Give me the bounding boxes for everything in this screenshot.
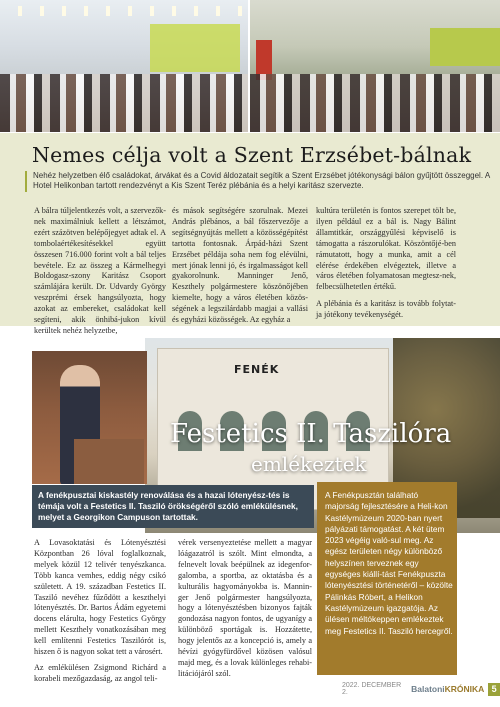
speaker-photo (32, 351, 147, 484)
page-number: 5 (488, 683, 500, 696)
article1-column-3 (316, 206, 456, 327)
article1-column-1 (34, 206, 166, 343)
article1-paragraph: A plébánia és a karitász is tovább folytat-ja jótékony tevékenységét. (316, 299, 456, 320)
stage-backdrop (150, 24, 240, 72)
article2-title-line1: Festetics II. Taszilóra (170, 419, 452, 449)
article1-column-2 (172, 206, 308, 332)
article1-lead: Nehéz helyzetben élő családokat, árvákat és a Covid áldozatait segítik a Szent Erzsébet jótékonysági bálon gyűjtött összeggel. A Hotel Helikonban tartott rendezvényt a Kis Szent Teréz plébánia és a helyi karitász szervezte. (25, 171, 491, 192)
page-footer (342, 683, 500, 695)
article2-column-1 (34, 538, 166, 690)
sidebar-text: A Fenékpusztán található majorság fejlesztésére a Heli-kon Kastélymúzeum 2020-ban nyert pályázati támogatást. A két ütem 2023 végéig való-sul meg. Az egész területen négy különböző helyszínen terveznek egy egységes kiállí-tást Fenékpuszta lótenyésztési történetéről – közölte Pálinkás Róbert, a Helikon Kastélymúzeum igazgatója. Az ülésen méltókeppen emlékeztek meg Festetics II. Tasziló hercegről. (325, 490, 453, 636)
article1-title: Nemes célja volt a Szent Erzsébet-bálnak (32, 143, 472, 167)
article2-title-line2: emlékeztek (251, 452, 367, 476)
article1-paragraph: A bálra túljelentkezés volt, a szervezők-nek maximálniuk kellett a létszámot, ezért százötven belépőjegyet adtak el. A tombolaértékesítésekkel együtt összesen 716.000 forint volt a bál teljes bevétele. Ez az összeg a Kármelhegyi Boldogasz-szony Karitász Csoport számlájára került. Dr. Udvardy György veszprémi érsek hangsúlyozta, hogy azokat az embereket, családokat kell segíteni, akik önhibá-jukon kívül kerültek nehéz helyzetbe, (34, 206, 166, 335)
podium (74, 439, 144, 484)
article2-paragraph: A Lovasoktatási és Lótenyésztési Központban 26 lóval foglalkoznak, melyek közül 12 telivér tenyészkanca. Több kanca vemhes, eddig négy csikó született. A 19. században Festetics II. Tasziló nevéhez fűződött a keszthelyi lótenyésztés. Dr. Bartos Ádám egyetemi docens elárulta, hogy Festetics György mellett Keszthely vonatkozásában meg kell említenni Festetics Taszilórót is, hiszen ő is nagyon sokat tett a városért. (34, 538, 166, 657)
magazine-logo-main: Balatoni (411, 684, 445, 694)
article2-column-2 (178, 538, 312, 685)
article2-paragraph: vérek versenyeztetése mellett a magyar lóágazatról is szólt. Mint elmondta, a felnevelt lovak beépülnek az idegenfor-galomba, a sportba, az oktatásba és a kulturális hagyományokba is. Mannin-ger Jenő polgármester hangsúlyozta, hogy a lótenyésztésben bizonyos fajták gondozása nagyon fontos, de ugyanígy a különböző sportágak is. Hozzátette, hogy jelentős az a koncepció is, amely a hévízi gyógyfürdővel közösen valósul majd meg, és a lovak különleges rehabi-litációjáról szól. (178, 538, 312, 678)
ceiling-lights (0, 6, 248, 16)
article1-paragraph: és mások segítségére szorulnak. Mezei András plébános, a bál főszervezője a segítségnyújtás mellett a közösségépítést tartotta fontosnak. Árpád-házi Szent Erzsébet példája soha nem fog elévülni, mert jónak lenni jó, és irgalmasságot kell gyakorolnunk. Manninger Jenő, Keszthely polgármestere köszönőjében kiemelte, hogy a város életében közös-ségének a legszilárdabb magjai a vallási és egyházi közösségek. Az egyház a (172, 206, 308, 325)
magazine-logo (411, 684, 484, 694)
guests-crowd (0, 74, 248, 132)
ball-photo-right (250, 0, 500, 132)
issue-date: 2022. DECEMBER 2. (342, 682, 402, 696)
guests-crowd (250, 74, 500, 132)
article2-paragraph: Az emlékülésen Zsigmond Richárd a korabeli mezőgazdaság, az angol teli- (34, 662, 166, 683)
article2-lead: A fenékpusztai kiskastély renoválása és a hazai lótenyész-tés is témája volt a Festetics II. Tasziló örökségéről szóló emlékülésnek, melyet a Georgikon Campuson tartottak. (38, 490, 298, 522)
article1-paragraph: kultúra területén is fontos szerepet tölt be, ilyen például ez a bál is. Nagy Bálint államtitkár, országgyűlési képviselő is támogatta a rászorulókat. Köszöntőjé-ben rámutatott, hogy a munka, amit a cél elérése érdekében elvégeztek, illetve a város életében folyamatosan megtesz-nek, felbecsülhetetlen értékű. (316, 206, 456, 292)
ball-photo-left (0, 0, 248, 132)
building-sign: FENÉK (234, 363, 280, 376)
stage-backdrop (430, 28, 500, 66)
magazine-logo-accent: KRÓNIKA (444, 684, 485, 694)
